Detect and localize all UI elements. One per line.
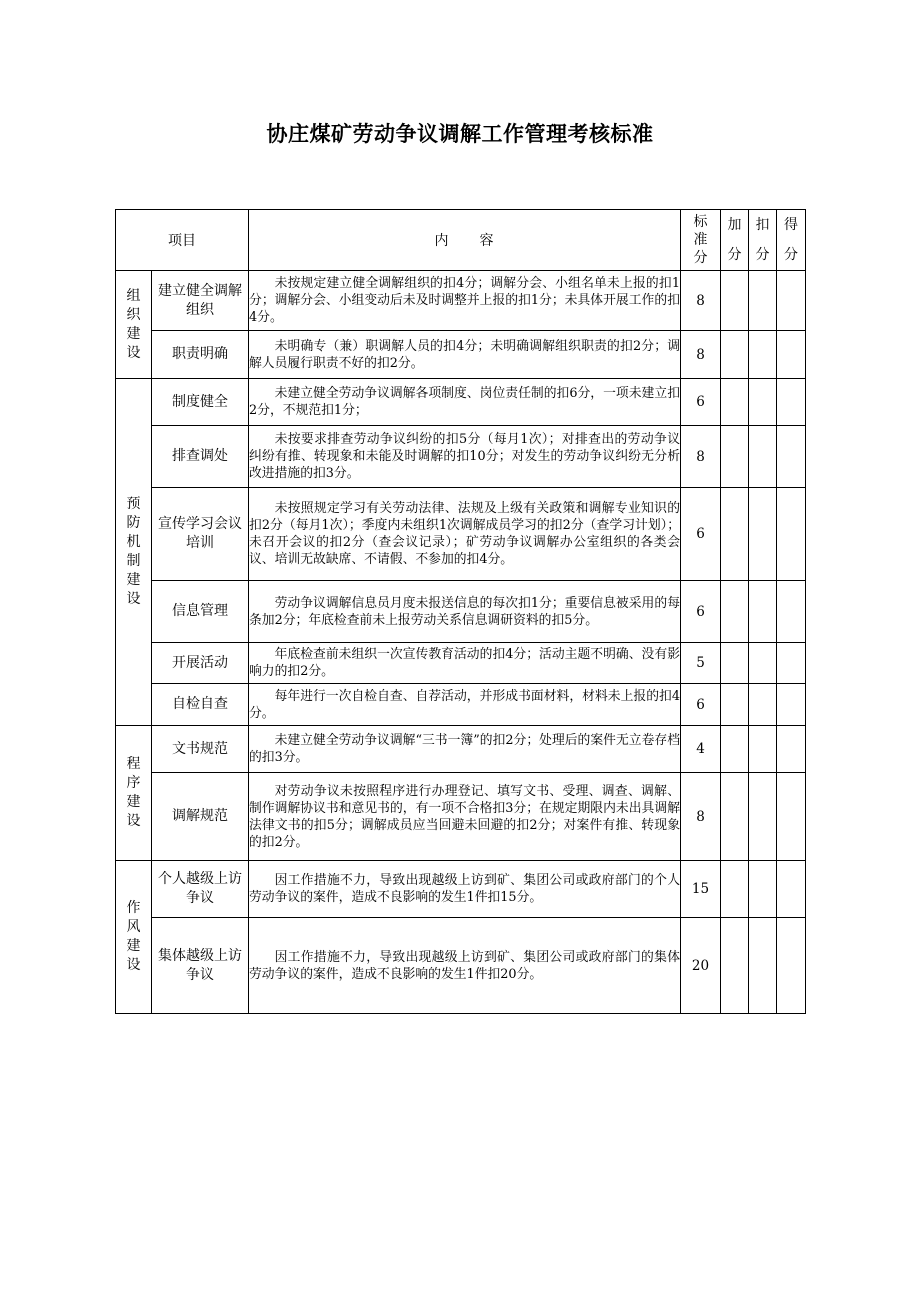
standard-score-cell: 4 [681, 726, 721, 773]
item-cell: 文书规范 [152, 726, 249, 773]
standard-score-cell: 6 [681, 488, 721, 581]
table-row [116, 331, 806, 379]
category-conduct [116, 861, 152, 1014]
final-score-cell[interactable] [777, 643, 806, 684]
category-procedure [116, 726, 152, 861]
category-label: 预防机制建设 [126, 496, 141, 607]
header-deduct-score [749, 210, 777, 271]
content-cell: 未建立健全劳动争议调解各项制度、岗位责任制的扣6分，一项未建立扣2分，不规范扣1分； [249, 379, 681, 426]
content-cell: 未按规定建立健全调解组织的扣4分；调解分会、小组名单未上报的扣1分；调解分会、小组变动后未及时调整并上报的扣1分；未具体开展工作的扣4分。 [249, 271, 681, 331]
deduct-score-cell[interactable] [749, 581, 777, 643]
final-score-cell[interactable] [777, 684, 806, 726]
header-standard-score [681, 210, 721, 271]
final-score-cell[interactable] [777, 426, 806, 488]
content-cell: 年底检查前未组织一次宣传教育活动的扣4分；活动主题不明确、没有影响力的扣2分。 [249, 643, 681, 684]
deduct-score-cell[interactable] [749, 426, 777, 488]
item-cell: 调解规范 [152, 773, 249, 861]
add-score-cell[interactable] [721, 379, 749, 426]
final-score-cell[interactable] [777, 488, 806, 581]
content-cell: 因工作措施不力，导致出现越级上访到矿、集团公司或政府部门的集体劳动争议的案件，造成不良影响的发生1件扣20分。 [249, 918, 681, 1014]
add-score-cell[interactable] [721, 426, 749, 488]
header-item: 项目 [116, 210, 249, 271]
deduct-score-cell[interactable] [749, 684, 777, 726]
final-score-cell[interactable] [777, 773, 806, 861]
header-final-score [777, 210, 806, 271]
content-cell: 对劳动争议未按照程序进行办理登记、填写文书、受理、调查、调解、制作调解协议书和意见书的，有一项不合格扣3分；在规定期限内未出具调解法律文书的扣5分；调解成员应当回避未回避的扣2分；对案件有推、转现象的扣2分。 [249, 773, 681, 861]
item-cell: 个人越级上访争议 [152, 861, 249, 918]
header-final-score-text: 得分 [784, 217, 798, 263]
final-score-cell[interactable] [777, 581, 806, 643]
standard-score-cell: 5 [681, 643, 721, 684]
item-cell: 开展活动 [152, 643, 249, 684]
deduct-score-cell[interactable] [749, 726, 777, 773]
deduct-score-cell[interactable] [749, 918, 777, 1014]
add-score-cell[interactable] [721, 773, 749, 861]
table-row [116, 643, 806, 684]
header-content: 内 容 [249, 210, 681, 271]
table-row [116, 271, 806, 331]
standard-score-cell: 6 [681, 581, 721, 643]
final-score-cell[interactable] [777, 331, 806, 379]
table-row [116, 861, 806, 918]
final-score-cell[interactable] [777, 379, 806, 426]
deduct-score-cell[interactable] [749, 643, 777, 684]
add-score-cell[interactable] [721, 726, 749, 773]
document-title: 协庄煤矿劳动争议调解工作管理考核标准 [266, 122, 654, 146]
deduct-score-cell[interactable] [749, 773, 777, 861]
table-row [116, 726, 806, 773]
header-deduct-score-text: 扣分 [755, 217, 770, 263]
standard-score-cell: 8 [681, 426, 721, 488]
category-label: 作风建设 [126, 900, 141, 973]
category-prevention [116, 379, 152, 726]
deduct-score-cell[interactable] [749, 379, 777, 426]
item-cell: 制度健全 [152, 379, 249, 426]
header-row [116, 210, 806, 271]
item-cell: 集体越级上访争议 [152, 918, 249, 1014]
add-score-cell[interactable] [721, 331, 749, 379]
category-organization [116, 271, 152, 379]
content-cell: 劳动争议调解信息员月度未报送信息的每次扣1分；重要信息被采用的每条加2分；年底检查前未上报劳动关系信息调研资料的扣5分。 [249, 581, 681, 643]
content-cell: 每年进行一次自检自查、自荐活动，并形成书面材料，材料未上报的扣4分。 [249, 684, 681, 726]
add-score-cell[interactable] [721, 488, 749, 581]
table-row [116, 918, 806, 1014]
deduct-score-cell[interactable] [749, 331, 777, 379]
add-score-cell[interactable] [721, 271, 749, 331]
item-cell: 排查调处 [152, 426, 249, 488]
table-row [116, 773, 806, 861]
item-cell: 宣传学习会议培训 [152, 488, 249, 581]
content-cell: 未建立健全劳动争议调解“三书一簿”的扣2分；处理后的案件无立卷存档的扣3分。 [249, 726, 681, 773]
content-cell: 因工作措施不力，导致出现越级上访到矿、集团公司或政府部门的个人劳动争议的案件，造成不良影响的发生1件扣15分。 [249, 861, 681, 918]
final-score-cell[interactable] [777, 726, 806, 773]
add-score-cell[interactable] [721, 643, 749, 684]
final-score-cell[interactable] [777, 861, 806, 918]
deduct-score-cell[interactable] [749, 488, 777, 581]
add-score-cell[interactable] [721, 918, 749, 1014]
add-score-cell[interactable] [721, 861, 749, 918]
deduct-score-cell[interactable] [749, 271, 777, 331]
final-score-cell[interactable] [777, 918, 806, 1014]
content-cell: 未明确专（兼）职调解人员的扣4分；未明确调解组织职责的扣2分；调解人员履行职责不好的扣2分。 [249, 331, 681, 379]
content-cell: 未按要求排查劳动争议纠纷的扣5分（每月1次）；对排查出的劳动争议纠纷有推、转现象和未能及时调解的扣10分；对发生的劳动争议纠纷无分析改进措施的扣3分。 [249, 426, 681, 488]
category-label: 程序建设 [126, 756, 141, 829]
standard-score-cell: 8 [681, 331, 721, 379]
header-standard-score-text: 标准分 [693, 214, 708, 266]
table-row [116, 426, 806, 488]
table-row [116, 488, 806, 581]
content-cell: 未按照规定学习有关劳动法律、法规及上级有关政策和调解专业知识的扣2分（每月1次）；季度内未组织1次调解成员学习的扣2分（查学习计划）；未召开会议的扣2分（查会议记录）；矿劳动争议调解办公室组织的各类会议、培训无故缺席、不请假、不参加的扣4分。 [249, 488, 681, 581]
add-score-cell[interactable] [721, 684, 749, 726]
standard-score-cell: 6 [681, 379, 721, 426]
item-cell: 自检自查 [152, 684, 249, 726]
item-cell: 信息管理 [152, 581, 249, 643]
standard-score-cell: 20 [681, 918, 721, 1014]
category-label: 组织建设 [126, 287, 141, 361]
item-cell: 建立健全调解组织 [152, 271, 249, 331]
table-row [116, 684, 806, 726]
standard-score-cell: 8 [681, 773, 721, 861]
standard-score-cell: 15 [681, 861, 721, 918]
add-score-cell[interactable] [721, 581, 749, 643]
item-cell: 职责明确 [152, 331, 249, 379]
standard-score-cell: 8 [681, 271, 721, 331]
table-row [116, 379, 806, 426]
assessment-table [115, 209, 806, 1014]
header-add-score-text: 加分 [727, 217, 742, 263]
header-add-score [721, 210, 749, 271]
final-score-cell[interactable] [777, 271, 806, 331]
standard-score-cell: 6 [681, 684, 721, 726]
deduct-score-cell[interactable] [749, 861, 777, 918]
table-row [116, 581, 806, 643]
